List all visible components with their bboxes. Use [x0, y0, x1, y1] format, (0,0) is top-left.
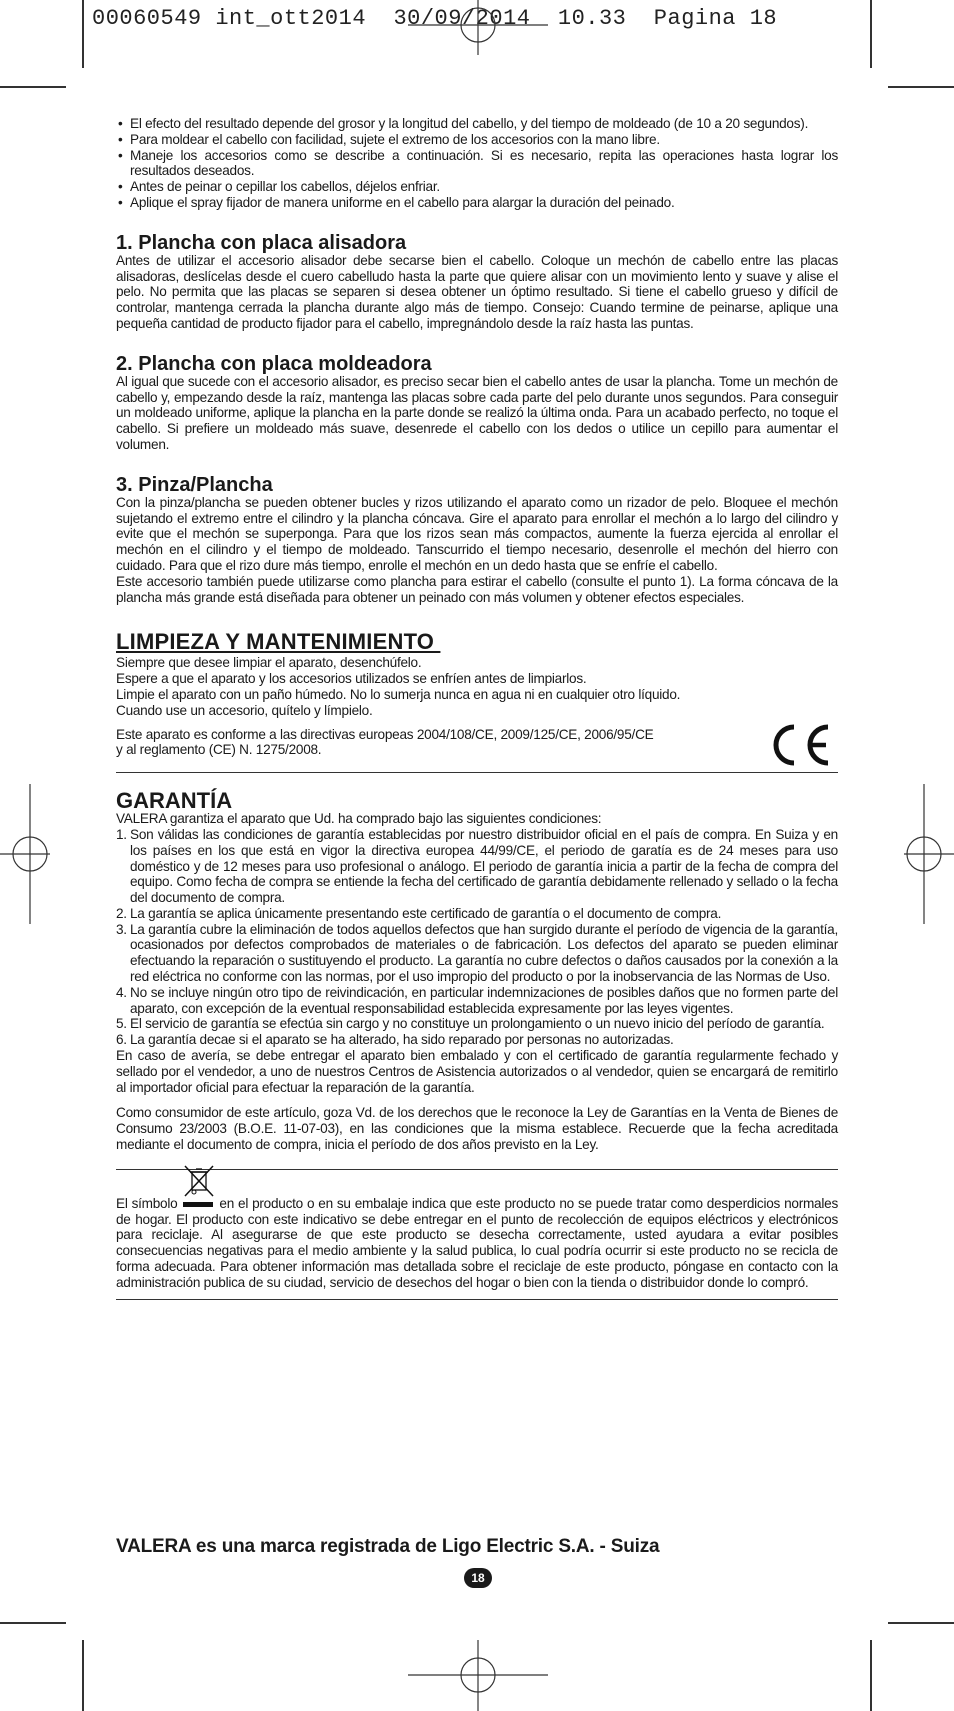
warranty-title: GARANTÍA: [116, 788, 233, 814]
cleaning-title: LIMPIEZA Y MANTENIMIENTO: [116, 629, 441, 655]
item-number: 4.: [116, 984, 127, 1000]
registration-mark-icon: [904, 784, 954, 924]
registration-mark-icon: [408, 0, 548, 60]
list-item: [116, 922, 838, 985]
intro-bullets: [116, 116, 838, 211]
page-content: [116, 116, 838, 1300]
item-number: 5.: [116, 1016, 127, 1032]
list-item: • Maneje los accesorios como se describe a continuación. Si es necesario, repita las operaciones hasta lograr los resultados deseados.: [116, 148, 838, 180]
crop-mark: [888, 1622, 954, 1624]
section-body: Antes de utilizar el accesorio alisador debe secarse bien el cabello. Coloque un mechón de cabello entre las placas alisadoras, deslícelas desde el cuero cabelludo hasta la parte que quiere alisar con un movimiento lento y suave y alise el pelo. No permita que las placas se separen si desea obtener un óptimo resultado. Si tiene el cabello grueso y difícil de controlar, mantenga cerrada la plancha durante algo más de tiempo. Consejo: Cuando termine de peinarse, aplique una pequeña cantidad de producto fijador para el cabello, impregnándolo desde la raíz hasta las puntas.: [116, 252, 838, 331]
list-item: • Antes de peinar o cepillar los cabellos, déjelos enfriar.: [116, 179, 838, 195]
text-line: Cuando use un accesorio, quítelo y límpielo.: [116, 702, 373, 718]
conformity-text: Este aparato es conforme a las directivas europeas 2004/108/CE, 2009/125/CE, 2006/95/CE: [116, 726, 654, 742]
crop-mark: [870, 1640, 872, 1711]
section-title: 2. Plancha con placa moldeadora: [116, 352, 432, 375]
print-slug: 00060549 int_ott2014 30/09/2014 10.33 Pagina 18: [92, 6, 778, 31]
registration-mark-icon: [408, 1640, 548, 1711]
crop-mark: [0, 1622, 66, 1624]
list-item: [116, 1016, 838, 1032]
item-text: Son válidas las condiciones de garantía establecidas por nuestro distribuidor oficial en el país de compra. En Suiza y en los países en los que está en vigor la directiva europea 44/99/CE, el periodo de garatía es de 24 meses para uso doméstico y de 12 meses para uso profesional o análogo. El periodo de garantía inicia a partir de la fecha de compra del equipo. Como fecha de compra se entiende la fecha del certificado de garantía debidamente rellenado y sellado o la fecha del documento de compra.: [130, 826, 838, 906]
registration-mark-icon: [0, 784, 50, 924]
crossed-out-wheelie-bin-icon: [181, 1194, 215, 1208]
divider: [116, 1169, 838, 1170]
item-text: La garantía decae si el aparato se ha alterado, ha sido reparado por personas no autorizadas.: [130, 1032, 674, 1048]
warranty-conditions: [116, 827, 838, 1048]
conformity-text: y al reglamento (CE) N. 1275/2008.: [116, 742, 322, 758]
consumer-rights-text: Como consumidor de este artículo, goza Vd. de los derechos que le reconoce la Ley de Garantías en la Venta de Bienes de Consumo 23/2003 (B.O.E. 11-07-03), en las condiciones que la misma establece. Recuerde que la fecha acreditada mediante el documento de compra, inicia el período de dos años previsto en la Ley.: [116, 1105, 838, 1153]
cleaning-instructions: [116, 655, 838, 718]
disposal-text: [116, 1194, 838, 1291]
section-title: 3. Pinza/Plancha: [116, 473, 273, 496]
list-item: [116, 985, 838, 1017]
list-item: • El efecto del resultado depende del grosor y la longitud del cabello, y del tiempo de moldeado (de 10 a 20 segundos).: [116, 116, 838, 132]
crop-mark: [82, 0, 84, 68]
crop-mark: [870, 0, 872, 68]
list-item: • Para moldear el cabello con facilidad, sujete el extremo de los accesorios con la mano libre.: [116, 132, 838, 148]
item-number: 6.: [116, 1032, 127, 1048]
crop-mark: [888, 86, 954, 88]
brand-statement: VALERA es una marca registrada de Ligo Electric S.A. - Suiza: [116, 1536, 660, 1557]
crop-mark: [82, 1640, 84, 1711]
divider: [116, 1299, 838, 1300]
item-number: 3.: [116, 921, 127, 937]
ce-mark-icon: [764, 721, 834, 769]
warranty-intro: VALERA garantiza el aparato que Ud. ha comprado bajo las siguientes condiciones:: [116, 811, 602, 827]
page-number-badge: 18: [464, 1568, 492, 1588]
text-line: Siempre que desee limpiar el aparato, desenchúfelo.: [116, 655, 422, 671]
section-body: Este accesorio también puede utilizarse como plancha para estirar el cabello (consulte el punto 1). La forma cóncava de la plancha más grande está diseñada para obtener un peinado con más volumen y obtener efectos especiales.: [116, 573, 838, 605]
disposal-body: en el producto o en su embalaje indica que este producto no se puede tratar como desperdicios normales de hogar. El producto con este indicativo se debe entregar en el punto de recolección de equipos eléctricos y electrónicos para reciclaje. Al asegurarse de que este producto se desecha correctamente, usted ayudara a evitar posibles consecuencias negativas para el medio ambiente y la salud publica, lo cual podría ocurrir si este producto no se recicla de forma adecuada. Para obtener información mas detallada sobre el reciclaje de este producto, póngase en contacto con la administración publica de su ciudad, servicio de desechos del hogar o bien con la tienda o distribuidor donde lo compró.: [116, 1195, 838, 1290]
crop-mark: [0, 86, 66, 88]
section-title: 1. Plancha con placa alisadora: [116, 231, 407, 254]
item-number: 1.: [116, 826, 127, 842]
text-line: Limpie el aparato con un paño húmedo. No lo sumerja nunca en agua ni en cualquier otro líquido.: [116, 686, 681, 702]
list-item: [116, 906, 838, 922]
item-text: El servicio de garantía se efectúa sin cargo y no constituye un prolongamiento o un nuevo inicio del período de garantía.: [130, 1016, 825, 1032]
item-text: La garantía cubre la eliminación de todos aquellos defectos que han surgido durante el período de vigencia de la garantía, ocasionados por defectos comprobados de materiales o de fabricación. Los defectos del aparato se pueden eliminar efectuando la reparación o sustituyendo el producto. La garantía no cubre defectos o daños causados por la conexión a la red eléctrica no conforme con las normas, por el uso impropio del producto o por la inobservancia de las Normas de Uso.: [130, 921, 838, 985]
divider: [116, 772, 838, 773]
text-line: Espere a que el aparato y los accesorios utilizados se enfríen antes de limpiarlos.: [116, 671, 587, 687]
item-text: No se incluye ningún otro tipo de reivindicación, en particular indemnizaciones de posibles daños que no formen parte del aparato, con excepción de la eventual responsabilidad establecida expresamente por las leyes vigentes.: [130, 984, 838, 1016]
list-item: [116, 827, 838, 906]
section-body: Con la pinza/plancha se pueden obtener bucles y rizos utilizando el aparato como un rizador de pelo. Bloquee el mechón sujetando el extremo entre el cilindro y la plancha cóncava. Gire el aparato para enrollar el mechón a lo largo del cilindro y evite que el mechón se superponga. Para que los rizos sean más compactos, aumente la fuerza ejercida al enrollar el mechón en el cilindro y el tiempo de moldeado. Tanscurrido el tiempo necesario, desenrolle el mechón del hierro con cuidado. Para que el rizo dure más tiempo, enrolle el mechón en un dedo hasta que se enfríe el cabello.: [116, 494, 838, 573]
list-item: [116, 1032, 838, 1048]
conformity-block: [116, 727, 838, 759]
list-item: • Aplique el spray fijador de manera uniforme en el cabello para alargar la duración del peinado.: [116, 195, 838, 211]
disposal-prefix: El símbolo: [116, 1195, 178, 1211]
item-text: La garantía se aplica únicamente presentando este certificado de garantía o el documento de compra.: [130, 905, 722, 921]
item-number: 2.: [116, 905, 127, 921]
warranty-repair-text: En caso de avería, se debe entregar el aparato bien embalado y con el certificado de garantía regularmente fechado y sellado por el vendedor, a uno de nuestros Centros de Asistencia autorizados o al vendedor, quien se encargará de remitirlo al importador oficial para efectuar la reparación de la garantía.: [116, 1048, 838, 1095]
section-body: Al igual que sucede con el accesorio alisador, es preciso secar bien el cabello antes de usar la plancha. Tome un mechón de cabello y, empezando desde la raíz, mantenga las placas sobre cada parte del pelo durante unos segundos. Para conseguir un moldeado uniforme, aplique la plancha en la parte donde se realizó la última onda. Para un acabado perfecto, no toque el cabello. Si prefiere un moldeado más suave, desenrede el cabello con los dedos o utilice un cepillo para aumentar el volumen.: [116, 373, 838, 452]
